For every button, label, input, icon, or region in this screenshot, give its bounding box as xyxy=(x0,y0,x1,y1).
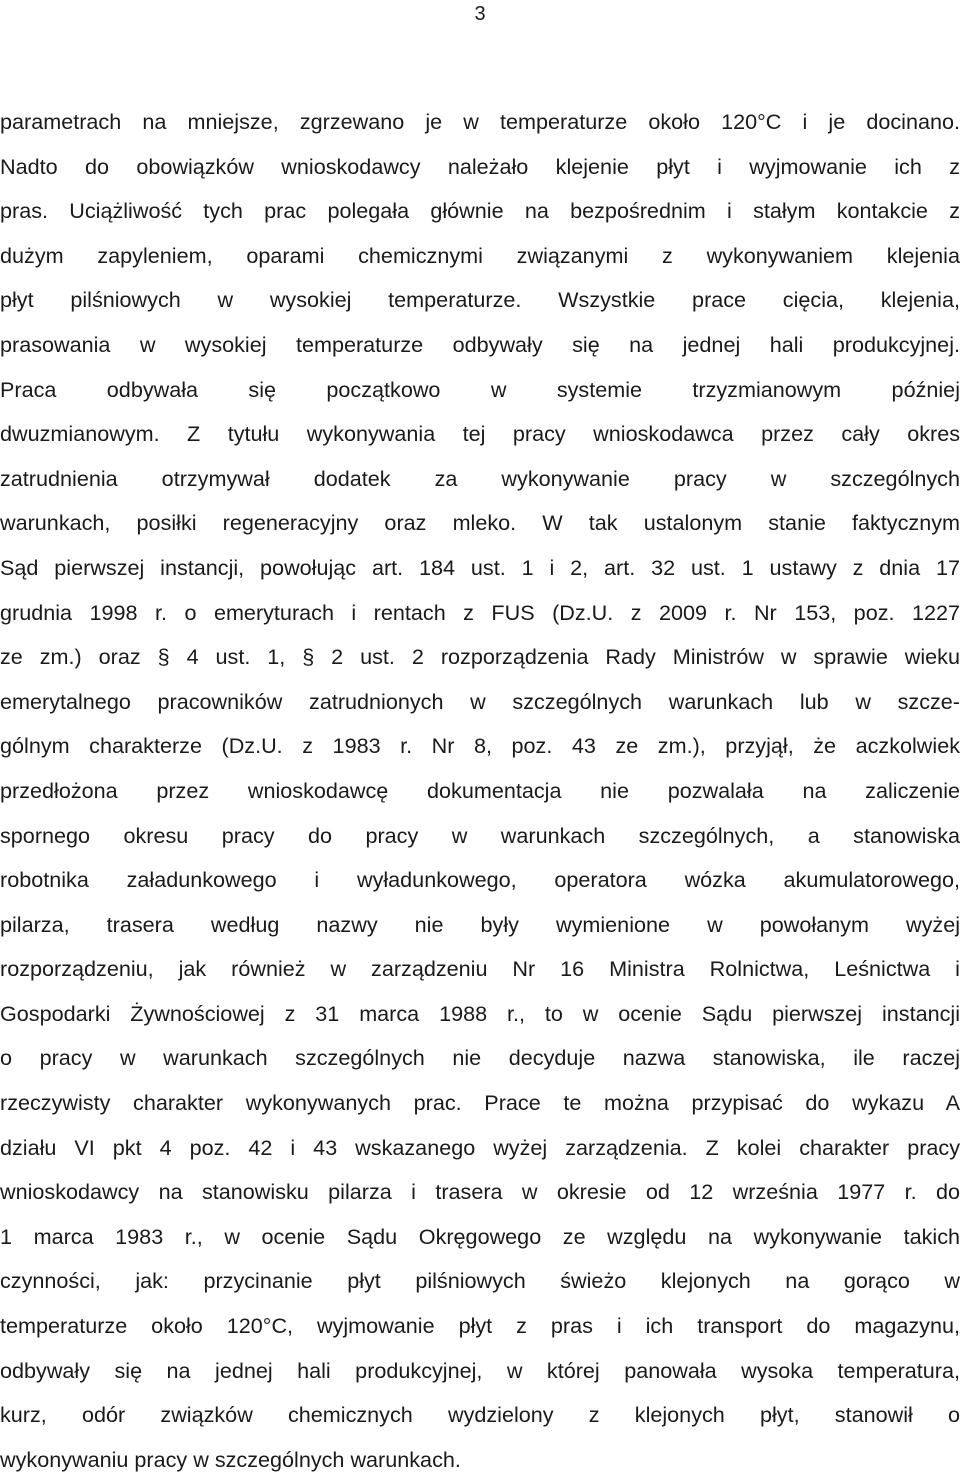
text-line: rzeczywisty charakter wykonywanych prac. Prace te można przypisać do wykazu A xyxy=(0,1090,960,1116)
text-line: 1 marca 1983 r., w ocenie Sądu Okręgowego ze względu na wykonywanie takich xyxy=(0,1223,960,1249)
text-line: Praca odbywała się początkowo w systemie trzyzmianowym później xyxy=(0,376,960,402)
text-line: wykonywaniu pracy w szczególnych warunkach. xyxy=(0,1446,461,1472)
text-line: o pracy w warunkach szczególnych nie decyduje nazwa stanowiska, ile raczej xyxy=(0,1045,960,1071)
text-line: pras. Uciążliwość tych prac polegała głównie na bezpośrednim i stałym kontakcie z xyxy=(0,198,960,224)
text-line: emerytalnego pracowników zatrudnionych w szczególnych warunkach lub w szcze- xyxy=(0,688,960,714)
text-line: spornego okresu pracy do pracy w warunkach szczególnych, a stanowiska xyxy=(0,822,960,848)
page-number: 3 xyxy=(474,3,486,25)
text-line: parametrach na mniejsze, zgrzewano je w temperaturze około 120°C i je docinano. xyxy=(0,109,960,134)
text-line: Sąd pierwszej instancji, powołując art. 184 ust. 1 i 2, art. 32 ust. 1 ustawy z dnia 17 xyxy=(0,554,960,580)
text-line: działu VI pkt 4 poz. 42 i 43 wskazanego wyżej zarządzenia. Z kolei charakter pracy xyxy=(0,1134,960,1160)
text-line: dużym zapyleniem, oparami chemicznymi związanymi z wykonywaniem klejenia xyxy=(0,242,960,268)
text-line: wnioskodawcy na stanowisku pilarza i trasera w okresie od 12 września 1977 r. do xyxy=(0,1179,960,1205)
text-line: przedłożona przez wnioskodawcę dokumentacja nie pozwalała na zaliczenie xyxy=(0,777,960,803)
text-line: robotnika załadunkowego i wyładunkowego, operatora wózka akumulatorowego, xyxy=(0,867,960,893)
text-line: Nadto do obowiązków wnioskodawcy należało klejenie płyt i wyjmowanie ich z xyxy=(0,153,960,179)
text-line: Gospodarki Żywnościowej z 31 marca 1988 r., to w ocenie Sądu pierwszej instancji xyxy=(0,1000,960,1026)
text-line: odbywały się na jednej hali produkcyjnej, w której panowała wysoka temperatura, xyxy=(0,1357,960,1383)
text-line: dwuzmianowym. Z tytułu wykonywania tej pracy wnioskodawca przez cały okres xyxy=(0,421,960,447)
text-line: pilarza, trasera według nazwy nie były wymienione w powołanym wyżej xyxy=(0,911,960,937)
text-line: czynności, jak: przycinanie płyt pilśniowych świeżo klejonych na gorąco w xyxy=(0,1268,960,1294)
document-body xyxy=(0,100,960,1482)
text-line: temperaturze około 120°C, wyjmowanie płyt z pras i ich transport do magazynu, xyxy=(0,1313,960,1339)
text-line: płyt pilśniowych w wysokiej temperaturze. Wszystkie prace cięcia, klejenia, xyxy=(0,287,960,313)
text-line: gólnym charakterze (Dz.U. z 1983 r. Nr 8, poz. 43 ze zm.), przyjął, że aczkolwiek xyxy=(0,733,960,759)
text-line: kurz, odór związków chemicznych wydzielony z klejonych płyt, stanowił o xyxy=(0,1402,960,1428)
text-line: warunkach, posiłki regeneracyjny oraz mleko. W tak ustalonym stanie faktycznym xyxy=(0,510,960,536)
text-line: prasowania w wysokiej temperaturze odbywały się na jednej hali produkcyjnej. xyxy=(0,331,960,357)
text-line: rozporządzeniu, jak również w zarządzeniu Nr 16 Ministra Rolnictwa, Leśnictwa i xyxy=(0,956,960,982)
text-line: grudnia 1998 r. o emeryturach i rentach z FUS (Dz.U. z 2009 r. Nr 153, poz. 1227 xyxy=(0,599,960,625)
text-line: ze zm.) oraz § 4 ust. 1, § 2 ust. 2 rozporządzenia Rady Ministrów w sprawie wieku xyxy=(0,644,960,670)
text-line: zatrudnienia otrzymywał dodatek za wykonywanie pracy w szczególnych xyxy=(0,465,960,491)
